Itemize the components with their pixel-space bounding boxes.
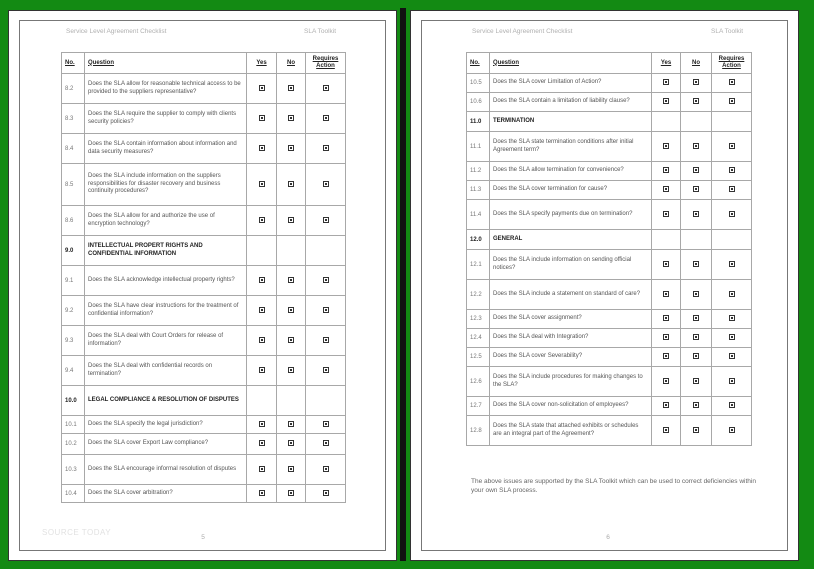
checkbox-requires-action[interactable] (323, 277, 329, 283)
cell-yes (652, 200, 681, 230)
cell-yes (652, 132, 681, 162)
row-number: 10.0 (62, 386, 85, 416)
checkbox-yes[interactable] (259, 217, 265, 223)
cell-yes (652, 93, 681, 112)
table-row (62, 434, 346, 455)
checkbox-yes[interactable] (259, 145, 265, 151)
cell-no (681, 93, 712, 112)
page-divider (400, 8, 406, 561)
checkbox-yes[interactable] (259, 466, 265, 472)
question-text: Does the SLA specify payments due on termination? (490, 200, 652, 230)
cell-requires-action (306, 485, 346, 503)
checkbox-no[interactable] (288, 181, 294, 187)
cell-no (681, 367, 712, 397)
cell-yes (247, 434, 277, 455)
table-row (62, 74, 346, 104)
question-text: Does the SLA include information on sending official notices? (490, 250, 652, 280)
checkbox-yes[interactable] (663, 334, 669, 340)
checkbox-yes[interactable] (663, 291, 669, 297)
row-number: 12.3 (467, 310, 490, 329)
cell-no (681, 74, 712, 93)
question-text: Does the SLA cover assignment? (490, 310, 652, 329)
cell-no (277, 236, 306, 266)
row-number: 12.6 (467, 367, 490, 397)
page-number: 6 (606, 534, 610, 541)
question-text: Does the SLA deal with confidential records on termination? (85, 356, 247, 386)
checkbox-no[interactable] (288, 217, 294, 223)
cell-requires-action (306, 455, 346, 485)
row-number: 12.0 (467, 230, 490, 250)
checkbox-no[interactable] (693, 378, 699, 384)
table-row (62, 326, 346, 356)
question-text: Does the SLA specify the legal jurisdiction? (85, 416, 247, 434)
cell-no (681, 181, 712, 200)
question-text: Does the SLA cover arbitration? (85, 485, 247, 503)
question-text: Does the SLA cover Severability? (490, 348, 652, 367)
checkbox-no[interactable] (693, 79, 699, 85)
checkbox-no[interactable] (288, 307, 294, 313)
checkbox-no[interactable] (693, 143, 699, 149)
cell-requires-action (306, 416, 346, 434)
table-row (62, 104, 346, 134)
cell-requires-action (306, 266, 346, 296)
question-text: Does the SLA state termination conditions after initial Agreement term? (490, 132, 652, 162)
checkbox-requires-action[interactable] (323, 217, 329, 223)
checkbox-requires-action[interactable] (729, 211, 735, 217)
checkbox-requires-action[interactable] (729, 261, 735, 267)
table-row (62, 164, 346, 206)
question-text: Does the SLA state that attached exhibits or schedules are an integral part of the Agreement? (490, 416, 652, 446)
table-row (467, 200, 752, 230)
checkbox-requires-action[interactable] (729, 98, 735, 104)
checkbox-yes[interactable] (259, 421, 265, 427)
cell-requires-action (712, 367, 752, 397)
cell-no (277, 386, 306, 416)
table-row (467, 74, 752, 93)
cell-yes (652, 367, 681, 397)
question-text: Does the SLA require the supplier to comply with clients security policies? (85, 104, 247, 134)
cell-no (681, 200, 712, 230)
row-number: 10.4 (62, 485, 85, 503)
footnote: The above issues are supported by the SLA Toolkit which can be used to correct deficiencies within your own SLA process. (471, 478, 756, 494)
row-number: 11.4 (467, 200, 490, 230)
question-text: Does the SLA cover non-solicitation of employees? (490, 397, 652, 416)
cell-requires-action (306, 164, 346, 206)
checkbox-yes[interactable] (663, 353, 669, 359)
question-text: Does the SLA deal with Court Orders for release of information? (85, 326, 247, 356)
checkbox-requires-action[interactable] (323, 115, 329, 121)
checkbox-yes[interactable] (663, 143, 669, 149)
cell-no (277, 266, 306, 296)
column-header-yes: Yes (247, 53, 277, 74)
cell-no (681, 112, 712, 132)
question-text: Does the SLA include procedures for making changes to the SLA? (490, 367, 652, 397)
table-row (467, 132, 752, 162)
cell-requires-action (712, 250, 752, 280)
cell-yes (247, 266, 277, 296)
checkbox-requires-action[interactable] (729, 79, 735, 85)
cell-no (277, 104, 306, 134)
question-text: Does the SLA contain a limitation of liability clause? (490, 93, 652, 112)
checkbox-yes[interactable] (663, 79, 669, 85)
checkbox-requires-action[interactable] (323, 145, 329, 151)
cell-no (681, 162, 712, 181)
checkbox-yes[interactable] (259, 440, 265, 446)
page-number: 5 (201, 534, 205, 541)
cell-yes (247, 104, 277, 134)
cell-requires-action (306, 434, 346, 455)
checkbox-requires-action[interactable] (323, 440, 329, 446)
cell-no (681, 397, 712, 416)
checkbox-requires-action[interactable] (729, 315, 735, 321)
row-number: 8.3 (62, 104, 85, 134)
cell-yes (652, 112, 681, 132)
cell-no (277, 356, 306, 386)
cell-requires-action (306, 296, 346, 326)
watermark: SOURCE TODAY (42, 528, 112, 537)
row-number: 11.3 (467, 181, 490, 200)
cell-yes (247, 386, 277, 416)
checklist-table-right (466, 52, 752, 446)
checkbox-yes[interactable] (259, 337, 265, 343)
cell-yes (247, 206, 277, 236)
checkbox-yes[interactable] (259, 277, 265, 283)
page-header-title: Service Level Agreement Checklist (472, 28, 573, 35)
row-number: 9.2 (62, 296, 85, 326)
table-row (62, 134, 346, 164)
row-number: 10.2 (62, 434, 85, 455)
checkbox-requires-action[interactable] (729, 378, 735, 384)
checkbox-no[interactable] (693, 261, 699, 267)
cell-no (681, 250, 712, 280)
checkbox-no[interactable] (693, 427, 699, 433)
cell-requires-action (712, 329, 752, 348)
table-row (62, 416, 346, 434)
column-header-no: No. (62, 53, 85, 74)
section-row (62, 386, 346, 416)
cell-requires-action (306, 206, 346, 236)
row-number: 8.5 (62, 164, 85, 206)
table-row (467, 250, 752, 280)
cell-yes (652, 416, 681, 446)
checkbox-yes[interactable] (663, 378, 669, 384)
cell-yes (652, 310, 681, 329)
cell-yes (247, 455, 277, 485)
cell-yes (247, 416, 277, 434)
row-number: 12.5 (467, 348, 490, 367)
cell-requires-action (712, 200, 752, 230)
checkbox-yes[interactable] (663, 261, 669, 267)
cell-no (277, 485, 306, 503)
checkbox-yes[interactable] (259, 85, 265, 91)
question-text: Does the SLA include information on the suppliers responsibilities for disaster recovery and business continuity procedures? (85, 164, 247, 206)
checkbox-yes[interactable] (259, 307, 265, 313)
question-text: Does the SLA acknowledge intellectual property rights? (85, 266, 247, 296)
cell-no (681, 230, 712, 250)
checkbox-requires-action[interactable] (729, 167, 735, 173)
cell-no (277, 416, 306, 434)
table-row (62, 455, 346, 485)
question-text: Does the SLA cover Export Law compliance? (85, 434, 247, 455)
checkbox-requires-action[interactable] (323, 367, 329, 373)
cell-yes (247, 74, 277, 104)
row-number: 10.1 (62, 416, 85, 434)
row-number: 10.3 (62, 455, 85, 485)
row-number: 10.6 (467, 93, 490, 112)
row-number: 9.4 (62, 356, 85, 386)
checkbox-no[interactable] (693, 353, 699, 359)
cell-requires-action (712, 162, 752, 181)
checkbox-requires-action[interactable] (729, 143, 735, 149)
table-row (62, 356, 346, 386)
cell-requires-action (712, 132, 752, 162)
question-text: Does the SLA cover Limitation of Action? (490, 74, 652, 93)
cell-no (277, 74, 306, 104)
cell-requires-action (306, 326, 346, 356)
page-header-toolkit: SLA Toolkit (304, 28, 337, 35)
cell-requires-action (306, 134, 346, 164)
table-row (62, 485, 346, 503)
cell-no (277, 455, 306, 485)
row-number: 12.1 (467, 250, 490, 280)
checkbox-requires-action[interactable] (729, 353, 735, 359)
cell-no (681, 348, 712, 367)
cell-no (681, 416, 712, 446)
row-number: 11.1 (467, 132, 490, 162)
cell-no (277, 206, 306, 236)
cell-yes (652, 181, 681, 200)
question-text: Does the SLA contain information about information and data security measures? (85, 134, 247, 164)
section-title: LEGAL COMPLIANCE & RESOLUTION OF DISPUTES (85, 386, 247, 416)
cell-requires-action (712, 93, 752, 112)
cell-yes (652, 397, 681, 416)
cell-requires-action (712, 310, 752, 329)
checkbox-requires-action[interactable] (323, 181, 329, 187)
checkbox-no[interactable] (288, 367, 294, 373)
checkbox-yes[interactable] (663, 211, 669, 217)
checkbox-yes[interactable] (663, 186, 669, 192)
section-row (62, 236, 346, 266)
checkbox-yes[interactable] (259, 115, 265, 121)
cell-yes (652, 162, 681, 181)
checkbox-no[interactable] (288, 466, 294, 472)
table-row (62, 296, 346, 326)
question-text: Does the SLA include a statement on standard of care? (490, 280, 652, 310)
row-number: 11.0 (467, 112, 490, 132)
cell-requires-action (712, 230, 752, 250)
cell-no (681, 280, 712, 310)
question-text: Does the SLA allow for reasonable technical access to be provided to the suppliers representative? (85, 74, 247, 104)
row-number: 12.8 (467, 416, 490, 446)
column-header-requires-action: Requires Action (306, 53, 346, 74)
cell-requires-action (712, 181, 752, 200)
checkbox-no[interactable] (693, 211, 699, 217)
checkbox-no[interactable] (693, 334, 699, 340)
column-header-question: Question (85, 53, 247, 74)
cell-requires-action (712, 348, 752, 367)
checkbox-no[interactable] (288, 337, 294, 343)
cell-yes (652, 280, 681, 310)
cell-no (681, 132, 712, 162)
cell-no (277, 134, 306, 164)
question-text: Does the SLA allow termination for convenience? (490, 162, 652, 181)
column-header-no-answer: No (277, 53, 306, 74)
cell-yes (652, 329, 681, 348)
table-row (467, 181, 752, 200)
cell-yes (247, 164, 277, 206)
cell-requires-action (306, 236, 346, 266)
checkbox-yes[interactable] (259, 367, 265, 373)
checkbox-requires-action[interactable] (323, 85, 329, 91)
checkbox-requires-action[interactable] (323, 421, 329, 427)
checkbox-requires-action[interactable] (729, 186, 735, 192)
checkbox-no[interactable] (288, 490, 294, 496)
cell-yes (247, 326, 277, 356)
checkbox-yes[interactable] (663, 167, 669, 173)
column-header-yes: Yes (652, 53, 681, 74)
cell-requires-action (306, 386, 346, 416)
cell-yes (247, 296, 277, 326)
checkbox-no[interactable] (693, 167, 699, 173)
column-header-question: Question (490, 53, 652, 74)
checkbox-requires-action[interactable] (323, 490, 329, 496)
checkbox-no[interactable] (288, 440, 294, 446)
row-number: 12.7 (467, 397, 490, 416)
cell-requires-action (712, 74, 752, 93)
table-row (467, 93, 752, 112)
row-number: 10.5 (467, 74, 490, 93)
row-number: 9.3 (62, 326, 85, 356)
table-row (467, 416, 752, 446)
question-text: Does the SLA allow for and authorize the use of encryption technology? (85, 206, 247, 236)
row-number: 8.6 (62, 206, 85, 236)
table-row (62, 206, 346, 236)
checkbox-requires-action[interactable] (729, 402, 735, 408)
row-number: 9.1 (62, 266, 85, 296)
section-row (467, 230, 752, 250)
cell-requires-action (306, 74, 346, 104)
checkbox-requires-action[interactable] (729, 427, 735, 433)
cell-no (681, 329, 712, 348)
checkbox-requires-action[interactable] (729, 334, 735, 340)
table-row (467, 162, 752, 181)
checkbox-requires-action[interactable] (323, 337, 329, 343)
table-row (467, 280, 752, 310)
question-text: Does the SLA deal with Integration? (490, 329, 652, 348)
row-number: 8.2 (62, 74, 85, 104)
cell-no (277, 326, 306, 356)
cell-no (277, 296, 306, 326)
row-number: 12.2 (467, 280, 490, 310)
checkbox-yes[interactable] (663, 98, 669, 104)
cell-requires-action (306, 356, 346, 386)
question-text: Does the SLA have clear instructions for the treatment of confidential information? (85, 296, 247, 326)
cell-yes (652, 250, 681, 280)
checkbox-requires-action[interactable] (729, 291, 735, 297)
cell-requires-action (712, 416, 752, 446)
checkbox-no[interactable] (693, 315, 699, 321)
row-number: 12.4 (467, 329, 490, 348)
row-number: 11.2 (467, 162, 490, 181)
checkbox-yes[interactable] (259, 181, 265, 187)
checkbox-no[interactable] (693, 291, 699, 297)
page-header-toolkit: SLA Toolkit (711, 28, 744, 35)
question-text: Does the SLA cover termination for cause? (490, 181, 652, 200)
cell-requires-action (712, 397, 752, 416)
cell-yes (247, 236, 277, 266)
question-text: Does the SLA encourage informal resolution of disputes (85, 455, 247, 485)
cell-yes (247, 356, 277, 386)
row-number: 8.4 (62, 134, 85, 164)
checkbox-no[interactable] (288, 421, 294, 427)
cell-yes (652, 74, 681, 93)
table-row (467, 310, 752, 329)
checklist-table-left (61, 52, 346, 503)
checkbox-no[interactable] (693, 186, 699, 192)
section-title: INTELLECTUAL PROPERT RIGHTS AND CONFIDENTIAL INFORMATION (85, 236, 247, 266)
column-header-no: No. (467, 53, 490, 74)
table-row (467, 397, 752, 416)
checkbox-no[interactable] (288, 115, 294, 121)
checkbox-no[interactable] (693, 402, 699, 408)
table-row (62, 266, 346, 296)
cell-yes (247, 134, 277, 164)
table-row (467, 329, 752, 348)
checkbox-requires-action[interactable] (323, 466, 329, 472)
cell-requires-action (712, 112, 752, 132)
section-title: GENERAL (490, 230, 652, 250)
cell-yes (652, 348, 681, 367)
column-header-requires-action: Requires Action (712, 53, 752, 74)
checkbox-no[interactable] (288, 277, 294, 283)
section-row (467, 112, 752, 132)
checkbox-requires-action[interactable] (323, 307, 329, 313)
checkbox-no[interactable] (288, 145, 294, 151)
checkbox-yes[interactable] (663, 315, 669, 321)
row-number: 9.0 (62, 236, 85, 266)
checkbox-yes[interactable] (663, 402, 669, 408)
table-row (467, 348, 752, 367)
checkbox-no[interactable] (693, 98, 699, 104)
page-header-title: Service Level Agreement Checklist (66, 28, 167, 35)
checkbox-yes[interactable] (259, 490, 265, 496)
checkbox-no[interactable] (288, 85, 294, 91)
table-row (467, 367, 752, 397)
cell-requires-action (306, 104, 346, 134)
cell-no (277, 164, 306, 206)
column-header-no-answer: No (681, 53, 712, 74)
section-title: TERMINATION (490, 112, 652, 132)
cell-yes (652, 230, 681, 250)
cell-requires-action (712, 280, 752, 310)
cell-yes (247, 485, 277, 503)
cell-no (681, 310, 712, 329)
cell-no (277, 434, 306, 455)
checkbox-yes[interactable] (663, 427, 669, 433)
